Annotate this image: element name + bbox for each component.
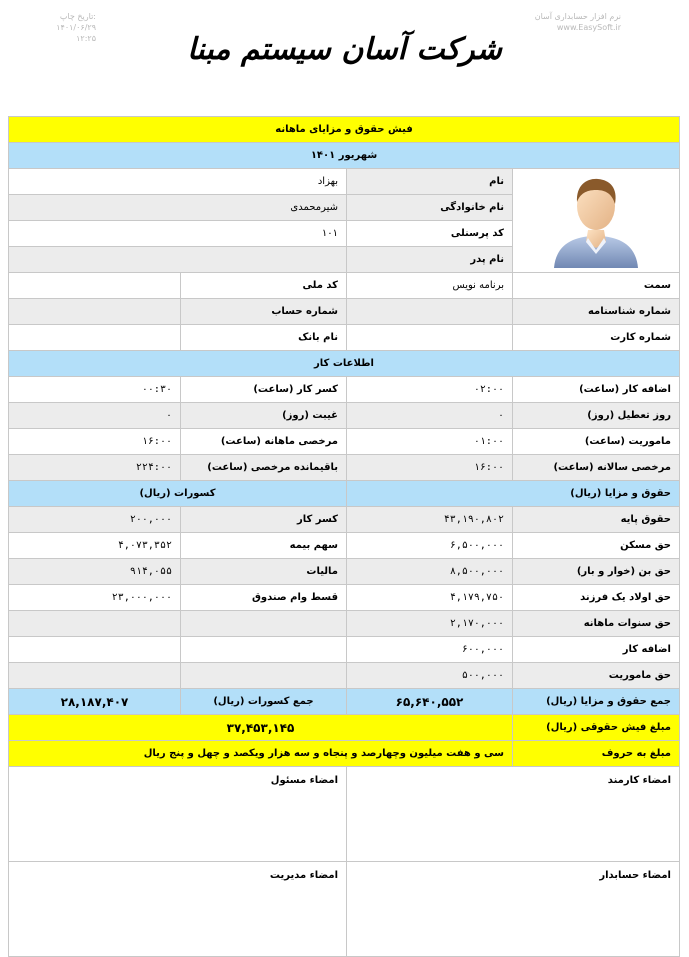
amount-in-words-value: سی و هفت میلیون وچهارصد و پنجاه و سه هزار ویکصد و چهل و پنج ریال (9, 741, 513, 767)
print-date: ۱۴۰۱/۰۶/۲۹ (56, 23, 96, 32)
work-value: ۰۰:۳۰ (9, 377, 181, 403)
deduction-label (181, 663, 347, 689)
work-value: ۰ (9, 403, 181, 429)
deduction-label: مالیات (181, 559, 347, 585)
earning-value: ۶۰۰,۰۰۰ (347, 637, 513, 663)
work-label: مرخصی سالانه (ساعت) (513, 455, 680, 481)
deduction-value (9, 663, 181, 689)
family-value: شیرمحمدی (9, 195, 347, 221)
deduction-value: ۲۳,۰۰۰,۰۰۰ (9, 585, 181, 611)
earning-value: ۵۰۰,۰۰۰ (347, 663, 513, 689)
earning-label: حق اولاد یک فرزند (513, 585, 680, 611)
amount-in-words-label: مبلغ به حروف (513, 741, 680, 767)
deductions-header: کسورات (ریال) (9, 481, 347, 507)
work-value: ۰۲:۰۰ (347, 377, 513, 403)
work-label: کسر کار (ساعت) (181, 377, 347, 403)
work-label: روز تعطیل (روز) (513, 403, 680, 429)
employee-photo (513, 169, 680, 273)
accountant-signature: امضاء حسابدار (347, 862, 680, 957)
work-value: ۱۶:۰۰ (347, 455, 513, 481)
earnings-total-value: ۶۵,۶۴۰,۵۵۲ (347, 689, 513, 715)
work-value: ۰ (347, 403, 513, 429)
company-title: شرکت آسان سیستم مبنا (187, 32, 502, 67)
earning-value: ۲,۱۷۰,۰۰۰ (347, 611, 513, 637)
father-label: نام پدر (347, 247, 513, 273)
payslip-table (8, 116, 680, 957)
deductions-total-label: جمع کسورات (ریال) (181, 689, 347, 715)
code-label: کد پرسنلی (347, 221, 513, 247)
slip-title: فیش حقوق و مزایای ماهانه (9, 117, 680, 143)
work-label: باقیمانده مرخصی (ساعت) (181, 455, 347, 481)
print-time: ۱۲:۲۵ (76, 34, 96, 43)
software-url: www.EasySoft.ir (556, 23, 621, 32)
work-label: غیبت (روز) (181, 403, 347, 429)
account-label: شماره حساب (181, 299, 347, 325)
earning-value: ۴,۱۷۹,۷۵۰ (347, 585, 513, 611)
earning-value: ۶,۵۰۰,۰۰۰ (347, 533, 513, 559)
work-value: ۱۶:۰۰ (9, 429, 181, 455)
id-number-value (347, 299, 513, 325)
card-label: شماره کارت (513, 325, 680, 351)
bank-value (9, 325, 181, 351)
work-info-title: اطلاعات کار (9, 351, 680, 377)
bank-label: نام بانک (181, 325, 347, 351)
family-label: نام خانوادگی (347, 195, 513, 221)
earning-label: حقوق پایه (513, 507, 680, 533)
work-label: اضافه کار (ساعت) (513, 377, 680, 403)
management-signature: امضاء مدیریت (9, 862, 347, 957)
deduction-value: ۲۰۰,۰۰۰ (9, 507, 181, 533)
responsible-signature: امضاء مسئول (9, 767, 347, 862)
deduction-label (181, 611, 347, 637)
earning-label: اضافه کار (513, 637, 680, 663)
earning-label: حق سنوات ماهانه (513, 611, 680, 637)
work-value: ۰۱:۰۰ (347, 429, 513, 455)
deduction-value: ۹۱۴,۰۵۵ (9, 559, 181, 585)
deduction-value (9, 611, 181, 637)
net-pay-value: ۳۷,۴۵۳,۱۴۵ (9, 715, 513, 741)
earning-label: حق ماموریت (513, 663, 680, 689)
earning-value: ۴۳,۱۹۰,۸۰۲ (347, 507, 513, 533)
work-label: ماموریت (ساعت) (513, 429, 680, 455)
deductions-total-value: ۲۸,۱۸۷,۴۰۷ (9, 689, 181, 715)
work-label: مرخصی ماهانه (ساعت) (181, 429, 347, 455)
position-value: برنامه نویس (347, 273, 513, 299)
work-value: ۲۲۴:۰۰ (9, 455, 181, 481)
deduction-label: قسط وام صندوق (181, 585, 347, 611)
national-id-label: کد ملی (181, 273, 347, 299)
net-pay-label: مبلغ فیش حقوقی (ریال) (513, 715, 680, 741)
national-id-value (9, 273, 181, 299)
earnings-total-label: جمع حقوق و مزایا (ریال) (513, 689, 680, 715)
father-value (9, 247, 347, 273)
earning-label: حق بن (خوار و بار) (513, 559, 680, 585)
software-block (471, 11, 621, 33)
earning-value: ۸,۵۰۰,۰۰۰ (347, 559, 513, 585)
deduction-value (9, 637, 181, 663)
earnings-header: حقوق و مزایا (ریال) (347, 481, 680, 507)
payslip-sheet (9, 116, 680, 957)
avatar-icon (548, 170, 644, 268)
name-value: بهزاد (9, 169, 347, 195)
deduction-value: ۴,۰۷۳,۳۵۲ (9, 533, 181, 559)
id-number-label: شماره شناسنامه (513, 299, 680, 325)
earning-label: حق مسکن (513, 533, 680, 559)
software-name: نرم افزار حسابداری آسان (534, 12, 621, 21)
position-label: سمت (513, 273, 680, 299)
print-date-label: تاریخ چاپ: (59, 12, 96, 21)
deduction-label: کسر کار (181, 507, 347, 533)
deduction-label (181, 637, 347, 663)
card-value (347, 325, 513, 351)
code-value: ۱۰۱ (9, 221, 347, 247)
account-value (9, 299, 181, 325)
name-label: نام (347, 169, 513, 195)
employee-signature: امضاء کارمند (347, 767, 680, 862)
slip-period: شهریور ۱۴۰۱ (9, 143, 680, 169)
deduction-label: سهم بیمه (181, 533, 347, 559)
